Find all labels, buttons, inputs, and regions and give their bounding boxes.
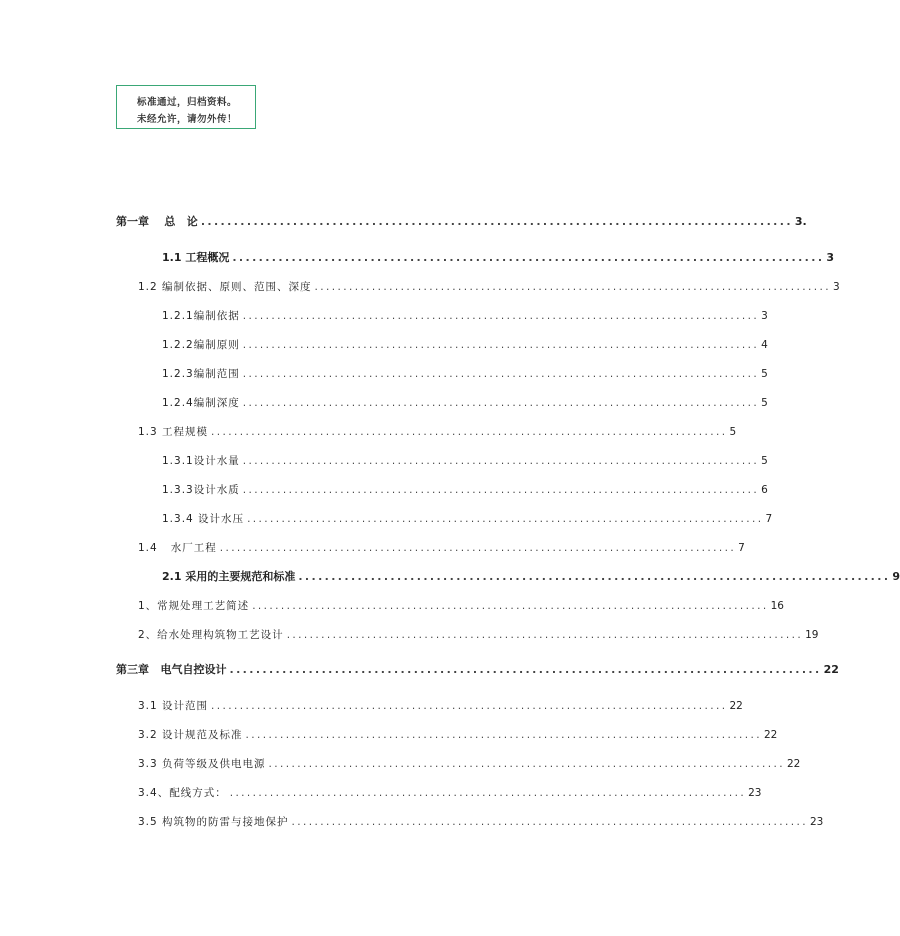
toc-leader: .......................................................................................... — [211, 700, 728, 712]
toc-label: 3.2 设计规范及标准 — [138, 729, 243, 741]
toc-entry-process-overview[interactable] — [138, 597, 784, 613]
stamp-line-1: 标准通过，归档资料。 — [137, 97, 238, 108]
toc-entry-1-2-3[interactable] — [162, 365, 768, 381]
toc-label: 1.2 编制依据、原则、范围、深度 — [138, 281, 312, 293]
toc-page: 22 — [786, 758, 801, 770]
toc-label: 3.4、配线方式： — [138, 787, 227, 799]
toc-leader: .......................................................................................... — [286, 629, 804, 641]
toc-page: 22 — [823, 663, 839, 676]
stamp-line-2: 未经允许，请勿外传！ — [137, 114, 238, 125]
toc-page: 23 — [809, 816, 824, 828]
toc-label: 第一章 总 论 — [116, 215, 198, 228]
toc-entry-2-1[interactable] — [162, 568, 900, 584]
toc-page: 5 — [729, 426, 737, 438]
toc-leader: .......................................................................................... — [200, 215, 793, 228]
toc-entry-1-2-2[interactable] — [162, 336, 768, 352]
toc-entry-3-4[interactable] — [138, 784, 762, 800]
toc-leader: .......................................................................................... — [245, 729, 762, 741]
toc-page: 16 — [770, 600, 784, 612]
toc-page: 9 — [892, 570, 900, 583]
toc-page: 7 — [765, 513, 773, 525]
toc-leader: .......................................................................................... — [291, 816, 808, 828]
toc-label: 2.1 采用的主要规范和标准 — [162, 570, 296, 583]
toc-label: 1.4 水厂工程 — [138, 542, 217, 554]
toc-leader: .......................................................................................... — [252, 600, 769, 612]
toc-page: 5 — [761, 397, 768, 409]
toc-entry-1-3-3[interactable] — [162, 481, 768, 497]
toc-leader: .......................................................................................... — [242, 310, 760, 322]
toc-label: 1.2.2编制原则 — [162, 339, 240, 351]
toc-page: 22 — [763, 729, 778, 741]
toc-page: 7 — [738, 542, 745, 554]
toc-page: 23 — [748, 787, 762, 799]
toc-label: 3.1 设计范围 — [138, 700, 209, 712]
toc-label: 1.3.3设计水质 — [162, 484, 240, 496]
toc-entry-3-5[interactable] — [138, 813, 824, 829]
toc-page: 3 — [761, 310, 768, 322]
toc-entry-chapter-3[interactable] — [116, 661, 839, 677]
toc-label: 1.2.1编制依据 — [162, 310, 240, 322]
toc-leader: .......................................................................................... — [232, 251, 825, 264]
toc-leader: .......................................................................................... — [242, 397, 760, 409]
toc-leader: .......................................................................................... — [219, 542, 737, 554]
toc-page: 5 — [761, 455, 768, 467]
toc-leader: .......................................................................................... — [242, 368, 760, 380]
toc-entry-structure-design[interactable] — [138, 626, 819, 642]
toc-leader: .......................................................................................... — [229, 663, 822, 676]
toc-entry-3-3[interactable] — [138, 755, 801, 771]
toc-label: 第三章 电气自控设计 — [116, 663, 227, 676]
toc-entry-1-3-1[interactable] — [162, 452, 768, 468]
toc-label: 1.2.4编制深度 — [162, 397, 240, 409]
toc-label: 3.3 负荷等级及供电电源 — [138, 758, 266, 770]
toc-label: 1.3 工程规模 — [138, 426, 209, 438]
toc-entry-1-2-4[interactable] — [162, 394, 768, 410]
toc-leader: .......................................................................................... — [268, 758, 785, 770]
toc-entry-3-1[interactable] — [138, 697, 743, 713]
toc-leader: .......................................................................................... — [298, 570, 891, 583]
toc-entry-1-2-1[interactable] — [162, 307, 768, 323]
toc-page: 4 — [761, 339, 768, 351]
toc-entry-1-4[interactable] — [138, 539, 745, 555]
toc-page: 19 — [805, 629, 819, 641]
toc-label: 3.5 构筑物的防雷与接地保护 — [138, 816, 289, 828]
toc-entry-1-3-4[interactable] — [162, 510, 773, 526]
toc-leader: .......................................................................................... — [242, 455, 760, 467]
toc-page: 3 — [832, 281, 840, 293]
toc-leader: .......................................................................................... — [242, 339, 760, 351]
toc-entry-3-2[interactable] — [138, 726, 778, 742]
toc-label: 1.1 工程概况 — [162, 251, 230, 264]
toc-page: 22 — [729, 700, 743, 712]
toc-page: 3 — [826, 251, 835, 264]
toc-page: 6 — [761, 484, 768, 496]
toc-entry-1-1[interactable] — [162, 249, 835, 265]
toc-label: 2、给水处理构筑物工艺设计 — [138, 629, 284, 641]
toc-leader: .......................................................................................... — [314, 281, 831, 293]
toc-leader: .......................................................................................... — [247, 513, 764, 525]
toc-leader: .......................................................................................... — [242, 484, 760, 496]
toc-label: 1.2.3编制范围 — [162, 368, 240, 380]
toc-label: 1.3.4 设计水压 — [162, 513, 245, 525]
archive-stamp — [116, 85, 256, 129]
toc-leader: .......................................................................................... — [229, 787, 747, 799]
toc-label: 1、常规处理工艺简述 — [138, 600, 250, 612]
toc-entry-chapter-1[interactable] — [116, 213, 807, 229]
toc-entry-1-2[interactable] — [138, 278, 840, 294]
toc-entry-1-3[interactable] — [138, 423, 737, 439]
toc-page: 3. — [794, 215, 807, 228]
toc-leader: .......................................................................................... — [211, 426, 728, 438]
toc-page: 5 — [761, 368, 768, 380]
toc-label: 1.3.1设计水量 — [162, 455, 240, 467]
